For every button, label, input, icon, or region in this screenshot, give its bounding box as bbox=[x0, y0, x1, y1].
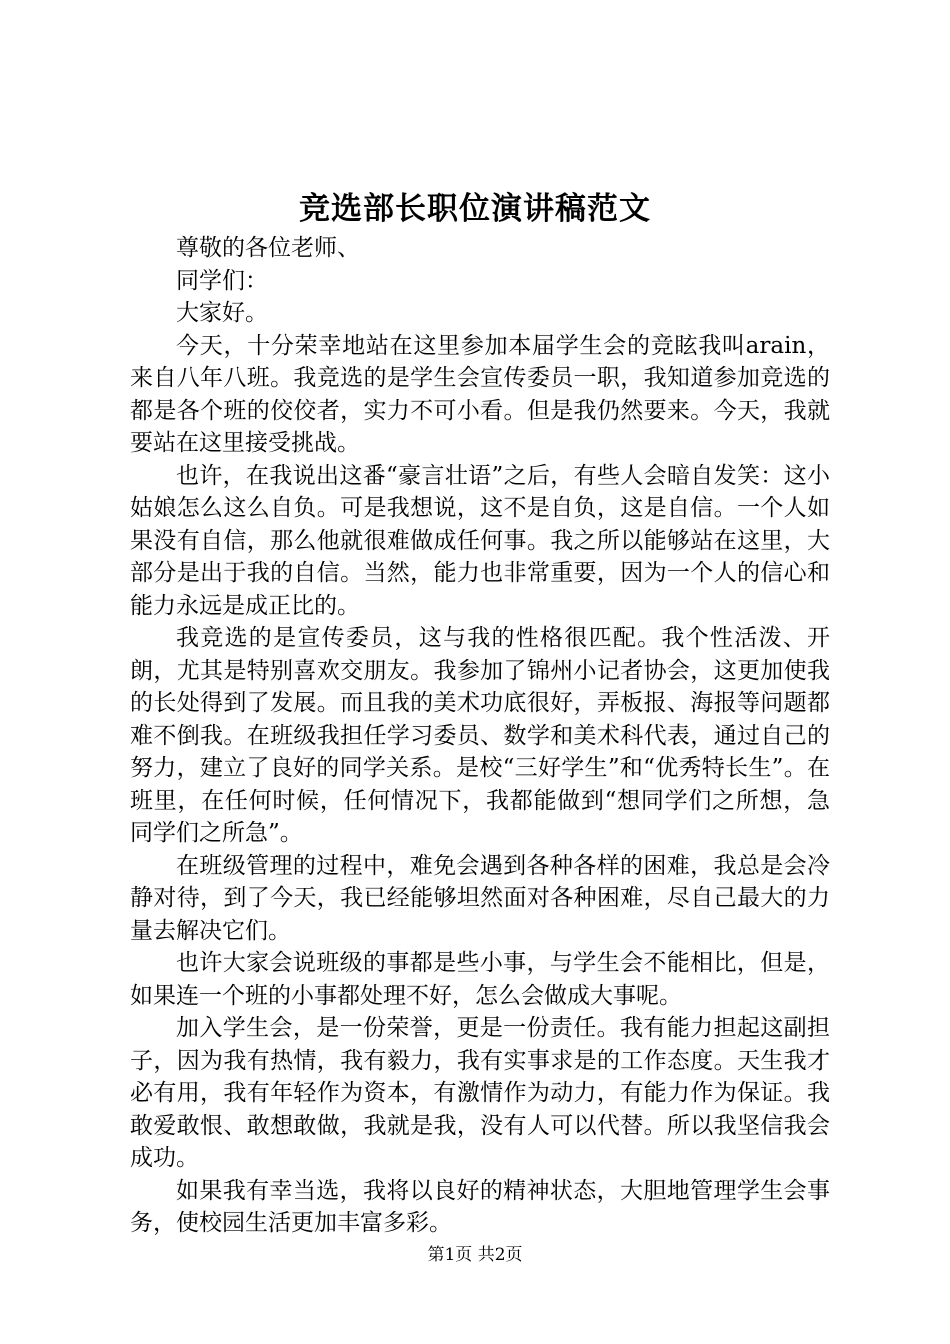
paragraph: 如果我有幸当选，我将以良好的精神状态，大胆地管理学生会事务，使校园生活更加丰富多彩。 bbox=[130, 1177, 830, 1236]
document-body bbox=[130, 232, 830, 1240]
page-number-footer: 第1页 共2页 bbox=[427, 1245, 523, 1265]
paragraph: 也许，在我说出这番“豪言壮语”之后，有些人会暗自发笑：这小姑娘怎么这么自负。可是我想说，这不是自负，这是自信。一个人如果没有自信，那么他就很难做成任何事。我之所以能够站在这里，大部分是出于我的自信。当然，能力也非常重要，因为一个人的信心和能力永远是成正比的。 bbox=[130, 462, 830, 619]
document-title: 竞选部长职位演讲稿范文 bbox=[299, 191, 651, 227]
paragraph: 也许大家会说班级的事都是些小事，与学生会不能相比，但是，如果连一个班的小事都处理不好，怎么会做成大事呢。 bbox=[130, 950, 830, 1009]
paragraph: 在班级管理的过程中，难免会遇到各种各样的困难，我总是会冷静对待，到了今天，我已经能够坦然面对各种困难，尽自己最大的力量去解决它们。 bbox=[130, 852, 830, 944]
paragraph: 加入学生会，是一份荣誉，更是一份责任。我有能力担起这副担子，因为我有热情，我有毅力，我有实事求是的工作态度。天生我才必有用，我有年轻作为资本，有激情作为动力，有能力作为保证。我敢爱敢恨、敢想敢做，我就是我，没有人可以代替。所以我坚信我会成功。 bbox=[130, 1015, 830, 1171]
paragraph: 今天，十分荣幸地站在这里参加本届学生会的竞眩我叫arain，来自八年八班。我竞选的是学生会宣传委员一职，我知道参加竞选的都是各个班的佼佼者，实力不可小看。但是我仍然要来。今天，我就要站在这里接受挑战。 bbox=[130, 332, 830, 456]
salutation-line-1: 尊敬的各位老师、 bbox=[176, 235, 360, 261]
paragraph: 我竞选的是宣传委员，这与我的性格很匹配。我个性活泼、开朗，尤其是特别喜欢交朋友。我参加了锦州小记者协会，这更加使我的长处得到了发展。而且我的美术功底很好，弄板报、海报等问题都难不倒我。在班级我担任学习委员、数学和美术科代表，通过自己的努力，建立了良好的同学关系。是校“三好学生”和“优秀特长生”。在班里，在任何时候，任何情况下，我都能做到“想同学们之所想，急同学们之所急”。 bbox=[130, 625, 830, 846]
salutation-line-2: 同学们： bbox=[176, 267, 268, 294]
greeting-line: 大家好。 bbox=[176, 300, 268, 326]
